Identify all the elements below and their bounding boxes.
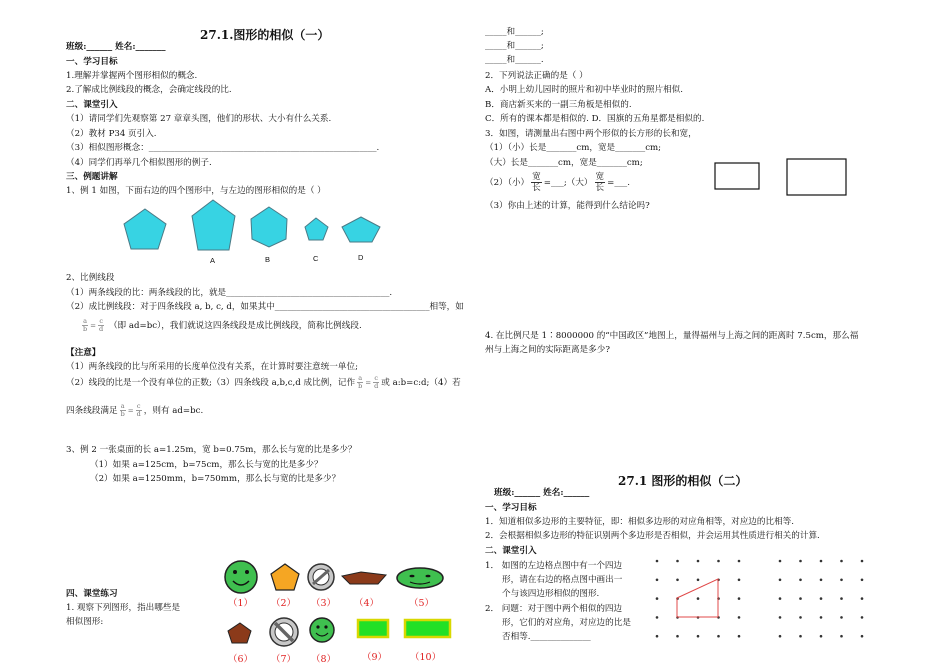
blank-pair: _____和______;: [485, 27, 544, 37]
shape-label: （2）: [271, 598, 297, 609]
grid-dot: [799, 597, 802, 600]
fraction: $\frac{a}{b}$: [120, 402, 125, 418]
shape-label: （9）: [362, 652, 388, 663]
left-dot-grid: [656, 560, 741, 638]
lime-rectangle-wide: [405, 620, 450, 637]
option-text: C．所有的课本都是相似的. D．国旗的五角星都是相似的.: [485, 114, 705, 124]
brown-flat-pentagon: [342, 572, 386, 584]
intro-text: （1）请同学们先观察第 27 章章头图，他们的形状、大小有什么关系.: [66, 114, 332, 124]
shape-label: （10）: [410, 652, 442, 663]
grid-dot: [820, 560, 823, 563]
grid-dot: [738, 579, 741, 582]
note-text-line: 四条线段满足 $\frac{a}{b}$ = $\frac{c}{d}$ ，则有 ad=bc.: [66, 402, 204, 418]
grid-dot: [840, 560, 843, 563]
grid-dot: [656, 635, 659, 638]
grid-dot: [697, 635, 700, 638]
grid-dot: [820, 579, 823, 582]
shape-label: （1）: [228, 598, 254, 609]
page-title: 27.1.图形的相似（一）: [200, 28, 330, 42]
fraction: $\frac{a}{b}$: [358, 374, 363, 390]
section-heading: 三、例题讲解: [66, 172, 118, 182]
ratio-title: 2、比例线段: [66, 273, 115, 283]
shape-label: （5）: [409, 598, 435, 609]
grid-dot: [738, 597, 741, 600]
pentagon-original: [124, 209, 166, 249]
grid-dot: [676, 560, 679, 563]
grid-dot: [779, 597, 782, 600]
grid-dot: [697, 579, 700, 582]
fraction: $\frac{c}{d}$: [374, 374, 379, 390]
note-title: 【注意】: [66, 348, 101, 358]
grid-dot: [779, 616, 782, 619]
grid-dot: [717, 560, 720, 563]
measure-text: （大）长是_______cm，宽是_______cm;: [485, 158, 643, 168]
grid-dot: [799, 560, 802, 563]
right-dot-grid: [779, 560, 864, 638]
question-text: （3）你由上述的计算，能得到什么结论吗?: [485, 201, 650, 211]
pentagon-a: [192, 200, 235, 250]
example2-sub: （2）如果 a=1250mm，b=750mm，那么长与宽的比是多少？: [90, 474, 341, 484]
intro-text: 1． 如图的左边格点图中有一个四边: [485, 561, 623, 571]
section-heading: 二、课堂引入: [485, 546, 537, 556]
grid-dot: [861, 597, 864, 600]
class-name-line: 班级:______ 姓名:______: [494, 488, 590, 498]
shape-label: （4）: [354, 598, 380, 609]
smiley-face-small: [310, 618, 334, 642]
grid-dot: [799, 579, 802, 582]
large-rectangle: [787, 159, 846, 195]
small-rectangle: [715, 163, 759, 189]
pentagon-b: [251, 207, 287, 247]
shape-label: （7）: [271, 654, 297, 665]
option-text: B．商店新买来的一副三角板是相似的.: [485, 100, 632, 110]
grid-quadrilateral: [677, 579, 718, 617]
blank-pair: _____和______.: [485, 55, 544, 65]
section-heading: 四、课堂练习: [66, 589, 118, 599]
grid-dot: [717, 579, 720, 582]
lime-rectangle-small: [358, 620, 388, 637]
question-text: 2．下列说法正确的是（ ）: [485, 71, 588, 81]
grid-dot: [676, 579, 679, 582]
grid-dot: [656, 579, 659, 582]
brown-pentagon-small: [228, 623, 251, 643]
section-heading: 一、学习目标: [485, 503, 537, 513]
grid-dot: [861, 579, 864, 582]
grid-dot: [820, 616, 823, 619]
option-label-a: A: [210, 256, 216, 265]
goal-text: 1．知道相似多边形的主要特征，即：相似多边形的对应角相等，对应边的比相等.: [485, 517, 794, 527]
practice-text: 1. 观察下列图形，指出哪些是: [66, 603, 181, 613]
intro-text: （2）教材 P34 页引入.: [66, 129, 157, 139]
blank-pair: _____和______;: [485, 41, 544, 51]
grid-dot: [861, 560, 864, 563]
intro-text: （3）相似图形概念：_____________________________________________________.: [66, 143, 380, 153]
grid-dot: [697, 616, 700, 619]
ratio-text: （2）成比例线段：对于四条线段 a, b, c, d，如果其中____________________________________相等，如: [66, 302, 464, 312]
ratio-text: （1）两条线段的比：两条线段的比，就是______________________________________.: [66, 288, 393, 298]
shape-label: （6）: [228, 654, 254, 665]
ratio-line: （2）（小） 宽 长 =___;（大） 宽 长 =___.: [485, 172, 630, 193]
intro-text: 形，请在右边的格点图中画出一: [502, 575, 623, 585]
intro-text: （4）同学们再举几个相似图形的例子.: [66, 158, 212, 168]
grid-dot: [717, 616, 720, 619]
option-label-c: C: [313, 254, 319, 263]
intro-text: 2． 问题：对于图中两个相似的四边: [485, 604, 623, 614]
grid-dot: [676, 597, 679, 600]
option-label-d: D: [358, 253, 364, 262]
class-name-line: 班级:______ 姓名:_______: [66, 42, 166, 52]
goal-text: 2.了解成比例线段的概念，会确定线段的比.: [66, 85, 232, 95]
grid-dot: [656, 560, 659, 563]
grid-dot: [840, 597, 843, 600]
example2-text: 3、例 2 一张桌面的长 a=1.25m，宽 b=0.75m，那么长与宽的比是多少？: [66, 445, 357, 455]
orange-pentagon: [271, 564, 299, 590]
grid-dot: [799, 616, 802, 619]
pentagon-d: [342, 217, 380, 242]
grid-dot: [717, 597, 720, 600]
grid-dot: [799, 635, 802, 638]
ratio-text: （即 ad=bc），我们就说这四条线段是成比例线段，简称比例线段.: [108, 321, 362, 331]
grid-dot: [779, 579, 782, 582]
grid-dot: [697, 560, 700, 563]
grid-dot: [779, 635, 782, 638]
section-heading: 一、学习目标: [66, 57, 118, 67]
example2-sub: （1）如果 a=125cm，b=75cm，那么长与宽的比是多少？: [90, 460, 323, 470]
grid-dot: [697, 597, 700, 600]
fraction: $\frac{c}{d}$: [99, 317, 104, 333]
grid-dot: [676, 635, 679, 638]
grid-dot: [861, 616, 864, 619]
grid-dot: [656, 616, 659, 619]
measure-text: （1）（小）长是_______cm，宽是_______cm;: [485, 143, 662, 153]
option-text: A．小明上幼儿园时的照片和初中毕业时的照片相似.: [485, 85, 684, 95]
grid-dot: [861, 635, 864, 638]
question-text: 州与上海之间的实际距离是多少?: [485, 345, 610, 355]
shape-label: （3）: [311, 598, 337, 609]
section-heading: 二、课堂引入: [66, 100, 118, 110]
prohibition-circle-large: [270, 618, 298, 646]
question-text: 3．如图，请测量出右图中两个形似的长方形的长和宽，: [485, 129, 697, 139]
grid-dot: [738, 560, 741, 563]
grid-dot: [738, 616, 741, 619]
grid-dot: [656, 597, 659, 600]
grid-dot: [840, 616, 843, 619]
note-text-line: （2）线段的比是一个没有单位的正数;（3）四条线段 a,b,c,d 成比例，记作 $\frac{a}{b}$ = $\frac{c}{d}$ 或 a:b=c:d;（4）若: [66, 374, 461, 390]
fraction: 宽 长: [595, 172, 605, 193]
fraction: $\frac{a}{b}$: [83, 317, 88, 333]
grid-dot: [738, 635, 741, 638]
smiley-ellipse: [397, 568, 443, 588]
note-text: （1）两条线段的比与所采用的长度单位没有关系，在计算时要注意统一单位;: [66, 362, 358, 372]
goal-text: 2．会根据相似多边形的特征识别两个多边形是否相似，并会运用其性质进行相关的计算.: [485, 531, 820, 541]
intro-text: 否相等.______________: [502, 632, 591, 642]
shape-label: （8）: [311, 654, 337, 665]
option-label-b: B: [265, 255, 271, 264]
grid-dot: [717, 635, 720, 638]
page-title-2: 27.1 图形的相似（二）: [618, 474, 748, 488]
ratio-formula-line: $\frac{a}{b}$ = $\frac{c}{d}$ （即 ad=bc），我们就说这四条线段是成比例线段，简称比例线段.: [83, 317, 362, 333]
intro-text: 个与该四边形相似的图形.: [502, 589, 600, 599]
intro-text: 形，它们的对应角，对应边的比是: [502, 618, 631, 628]
grid-dot: [820, 635, 823, 638]
grid-dot: [840, 579, 843, 582]
grid-dot: [676, 616, 679, 619]
fraction: $\frac{c}{d}$: [136, 402, 141, 418]
smiley-face-large: [225, 561, 257, 593]
grid-dot: [840, 635, 843, 638]
grid-dot: [779, 560, 782, 563]
grid-dot: [820, 597, 823, 600]
pentagon-c: [305, 218, 328, 240]
practice-text: 相似图形:: [66, 617, 104, 627]
question-text: 4. 在比例尺是 1∶8000000 的“中国政区”地图上，量得福州与上海之间的距离时 7.5cm，那么福: [485, 331, 859, 341]
goal-text: 1.理解并掌握两个图形相似的概念.: [66, 71, 198, 81]
prohibition-circle-small: [308, 564, 334, 590]
example-text: 1、例 1 如图，下面右边的四个图形中，与左边的图形相似的是（ ）: [66, 186, 326, 196]
fraction: 宽 长: [532, 172, 541, 193]
